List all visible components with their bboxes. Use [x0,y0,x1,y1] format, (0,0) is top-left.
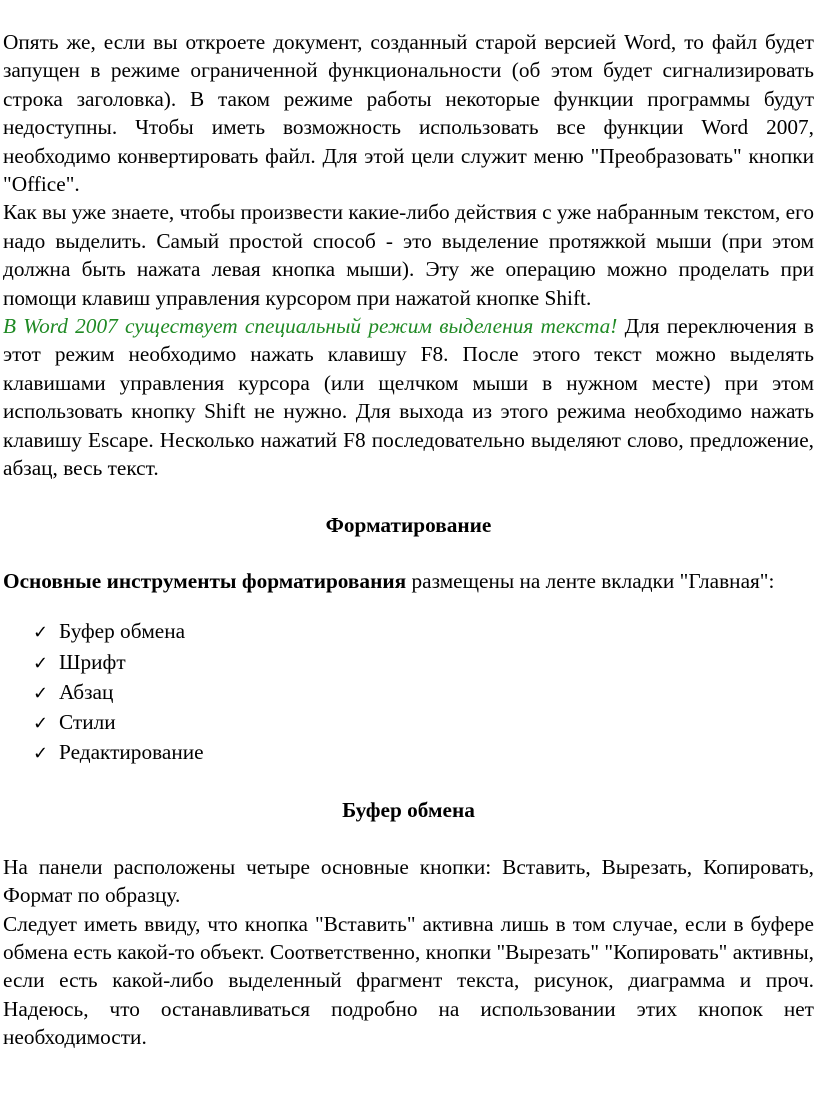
check-icon: ✓ [33,712,49,734]
formatting-tools-list [3,617,814,768]
paragraph-word-compat: Опять же, если вы откроете документ, созданный старой версией Word, то файл будет запущен в режиме ограниченной функциональности (об этом будет сигнализировать строка заголовка). В таком режиме работы некоторые функции программы будут недоступны. Чтобы иметь возможность использовать все функции Word 2007, необходимо конвертировать файл. Для этой цели служит меню "Преобразовать" кнопки "Office". [3,30,814,197]
selection-mode-text: Для переключения в этот режим необходимо нажать клавишу F8. После этого текст можно выделять клавишами управления курсора (или щелчком мыши в нужном месте) при этом использовать кнопку Shift не нужно. Для выхода из этого режима необходимо нажать клавишу Escape. Несколько нажатий F8 последовательно выделяют слово, предложение, абзац, весь текст. [3,314,814,481]
list-item-label: Шрифт [59,649,126,674]
check-icon: ✓ [33,682,49,704]
spacer [3,768,814,796]
heading-clipboard: Буфер обмена [342,798,475,823]
spacer [3,539,814,567]
list-item [33,648,814,678]
spacer [3,483,814,511]
spacer [3,595,814,617]
paragraph-text-selection: Как вы уже знаете, чтобы произвести какие-либо действия с уже набранным текстом, его надо выделить. Самый простой способ - это выделение протяжкой мыши (при этом должна быть нажата левая кнопка мыши). Эту же операцию можно проделать при помощи клавиш управления курсором при нажатой кнопке Shift. [3,200,814,310]
list-item [33,738,814,768]
heading-formatting: Форматирование [325,512,492,537]
list-item-label: Буфер обмена [59,619,186,644]
check-icon: ✓ [33,743,49,765]
formatting-intro-text: размещены на ленте вкладки "Главная": [406,568,775,593]
selection-mode-highlight: В Word 2007 существует специальный режим выделения текста! [3,314,618,339]
check-icon: ✓ [33,622,49,644]
check-icon: ✓ [33,652,49,674]
list-item-label: Абзац [59,679,114,704]
paragraph-formatting-intro [3,567,814,595]
paragraph-clipboard-active: Следует иметь ввиду, что кнопка "Вставить" активна лишь в том случае, если в буфере обмена есть какой-то объект. Соответственно, кнопки "Вырезать" "Копировать" активны, если есть какой-либо выделенный фрагмент текста, рисунок, диаграмма и проч. Надеюсь, что останавливаться подробно на использовании этих кнопок нет необходимости. [3,911,814,1050]
list-item [33,678,814,708]
formatting-intro-bold: Основные инструменты форматирования [3,568,407,593]
list-item [33,617,814,647]
list-item-label: Стили [59,709,116,734]
list-item [33,708,814,738]
list-item-label: Редактирование [59,740,204,765]
spacer [3,825,814,853]
paragraph-selection-mode [3,312,814,482]
paragraph-clipboard-buttons: На панели расположены четыре основные кнопки: Вставить, Вырезать, Копировать, Формат по образцу. [3,854,814,908]
